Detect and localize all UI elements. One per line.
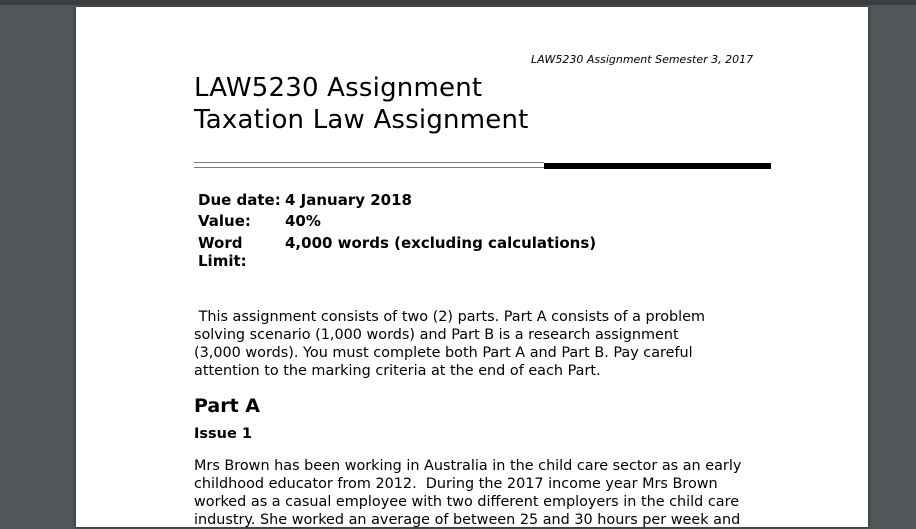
title-rule-thin-bottom	[194, 167, 544, 168]
intro-paragraph	[194, 308, 754, 380]
title-rule-thick	[544, 163, 771, 169]
intro-line: This assignment consists of two (2) parts. Part A consists of a problem	[194, 309, 706, 325]
word-limit-value: 4,000 words (excluding calculations)	[285, 234, 597, 252]
issue-line: Mrs Brown has been working in Australia in the child care sector as an early	[194, 458, 742, 474]
value-label: Value:	[198, 212, 251, 230]
document-page	[76, 7, 868, 527]
part-a-heading: Part A	[194, 395, 261, 417]
word-limit-label-line-2: Limit:	[198, 252, 247, 270]
document-title-line-2: Taxation Law Assignment	[194, 105, 529, 135]
intro-line: attention to the marking criteria at the end of each Part.	[194, 363, 601, 379]
issue-line: childhood educator from 2012. During the 2017 income year Mrs Brown	[194, 476, 718, 492]
issue-line: industry. She worked an average of between 25 and 30 hours per week and	[194, 512, 741, 528]
issue-1-paragraph	[194, 457, 754, 529]
word-limit-label-line-1: Word	[198, 234, 243, 252]
due-date-value: 4 January 2018	[285, 191, 412, 209]
viewer-toolbar-strip	[0, 0, 916, 5]
intro-line: solving scenario (1,000 words) and Part B is a research assignment	[194, 327, 679, 343]
issue-line: worked as a casual employee with two different employers in the child care	[194, 494, 740, 510]
due-date-label: Due date:	[198, 191, 281, 209]
value-value: 40%	[285, 212, 321, 230]
title-rule-thin-top	[194, 162, 544, 163]
running-header: LAW5230 Assignment Semester 3, 2017	[531, 53, 754, 66]
intro-line: (3,000 words). You must complete both Part A and Part B. Pay careful	[194, 345, 693, 361]
document-title-line-1: LAW5230 Assignment	[194, 73, 483, 103]
issue-1-heading: Issue 1	[194, 426, 252, 442]
